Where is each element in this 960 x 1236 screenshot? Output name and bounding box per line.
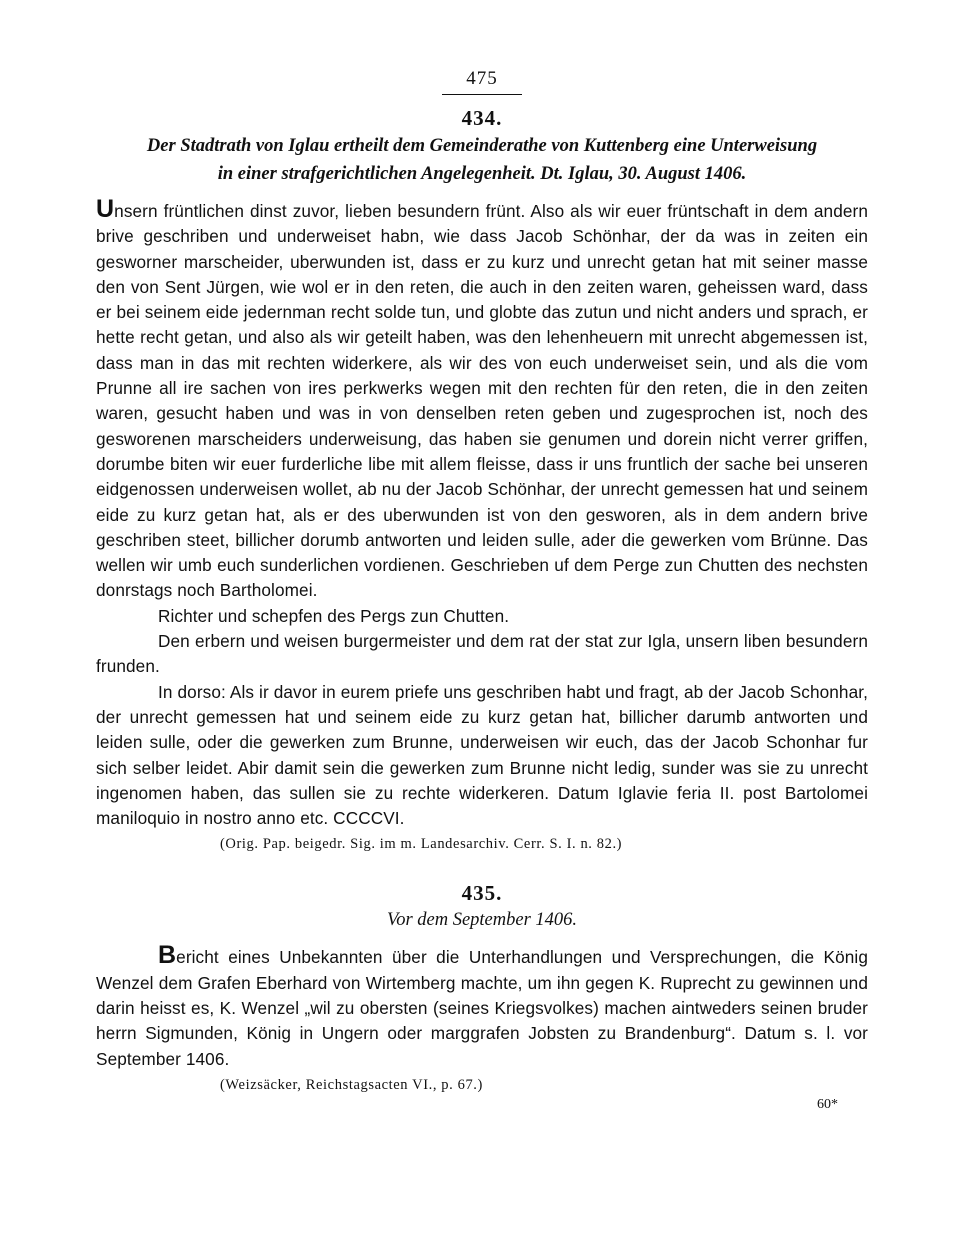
source-note: (Orig. Pap. beigedr. Sig. im m. Landesarchiv. Cerr. S. I. n. 82.): [220, 836, 623, 853]
initial-letter: B: [158, 941, 177, 970]
body-paragraph: Den erbern und weisen burgermeister und dem rat der stat zur Igla, unsern liben besundern frunden.: [96, 631, 868, 677]
page-number: 475: [466, 68, 498, 89]
page-number-rule: [442, 94, 522, 95]
body-paragraph: Richter und schepfen des Pergs zun Chutten.: [158, 605, 510, 626]
body-paragraph: [96, 943, 868, 1071]
initial-letter: U: [96, 195, 115, 223]
paragraph-text: nsern früntlichen dinst zuvor, lieben besundern frünt. Also als wir euer früntschaft in dem andern brive geschriben und underweiset habn, wie dass Jacob Schönhar, der da was in zeiten ein gesworner marscheider, uberwunden ist, dass er zu kurz und unrecht getan hat mit seiner masse den von Sent Jürgen, wie wol er in den reten, die auch in den zeiten waren, geheissen ward, dass er bei seinem eide jedernman recht solde tun, und globte das zutun und nicht anders und sprach, er hette recht getan, und also als wir geteilt haben, was den lehenheuern mit unrecht abgemessen ist, dass man in das mit rechten widerkere, als wir des von euch underweiset sein, und als die vom Prunne all ire sachen von ires perkwerks wegen mit den rechten für den reten, die in den zeiten waren, gesucht haben und was in von denselben reten geben und zugesprochen ist, noch des gesworenen marscheiders underweisung, das haben sie genumen und dorein nicht verrer griffen, dorumbe biten wir euer furderliche libe mit allem fleisse, dass ir uns fruntlich der sache bei unseren eidgenossen underweisen wollet, ab nu der Jacob Schönhar, der unrecht gemessen hat und seinem eide zu kurz getan hat, als er des uberwunden ist von den gesworen, als in dem andern brive geschriben steet, billicher dorumb antworten und leiden sulle, ader die gewerken vom Brünne. Das wellen wir umb euch sunderlichen vordienen. Geschrieben uf dem Perge zun Chutten des nechsten donrstags noch Bartholomei.: [96, 201, 868, 601]
signature-mark: 60*: [817, 1096, 838, 1112]
document-page: [96, 68, 868, 1113]
paragraph-text: ericht eines Unbekannten über die Unterhandlungen und Versprechungen, die König Wenzel dem Grafen Eberhard von Wirtemberg machte, um ihn gegen K. Ruprecht zu gewinnen und darin heisst es, K. Wenzel „wil zu obersten (seines Kriegsvolkes) machen aintweders seinen bruder herrn Sigmunden, König in Ungern oder marggrafen Jobsten zu Brandenburg“. Datum s. l. vor September 1406.: [96, 947, 868, 1069]
body-paragraph: [96, 197, 868, 604]
document-heading-line: in einer strafgerichtlichen Angelegenheit. Dt. Iglau, 30. August 1406.: [217, 164, 747, 184]
document-heading-line: Vor dem September 1406.: [386, 910, 578, 931]
document-number: 435.: [461, 881, 503, 906]
document-heading-line: Der Stadtrath von Iglau ertheilt dem Gemeinderathe von Kuttenberg eine Unterweisung: [146, 136, 818, 156]
body-paragraph: In dorso: Als ir davor in eurem priefe uns geschriben habt und fragt, ab der Jacob Schonhar, der unrecht gemessen hat und seinem eide zu kurz getan hat, billicher darumb antworten und leiden sulle, oder die gewerken zum Brunne, underweisen wir euch, das der Jacob Schonhar fur sich selber leidet. Abir damit sein die gewerken zum Brunne nicht ledig, sunder was sie zu unrecht ingenomen haben, das sullen sie zu rechte widerkeren. Datum Iglavie feria II. post Bartolomei maniloquio in nostro anno etc. CCCCVI.: [96, 681, 868, 829]
document-number: 434.: [461, 106, 503, 130]
source-note: (Weizsäcker, Reichstagsacten VI., p. 67.): [220, 1076, 483, 1093]
